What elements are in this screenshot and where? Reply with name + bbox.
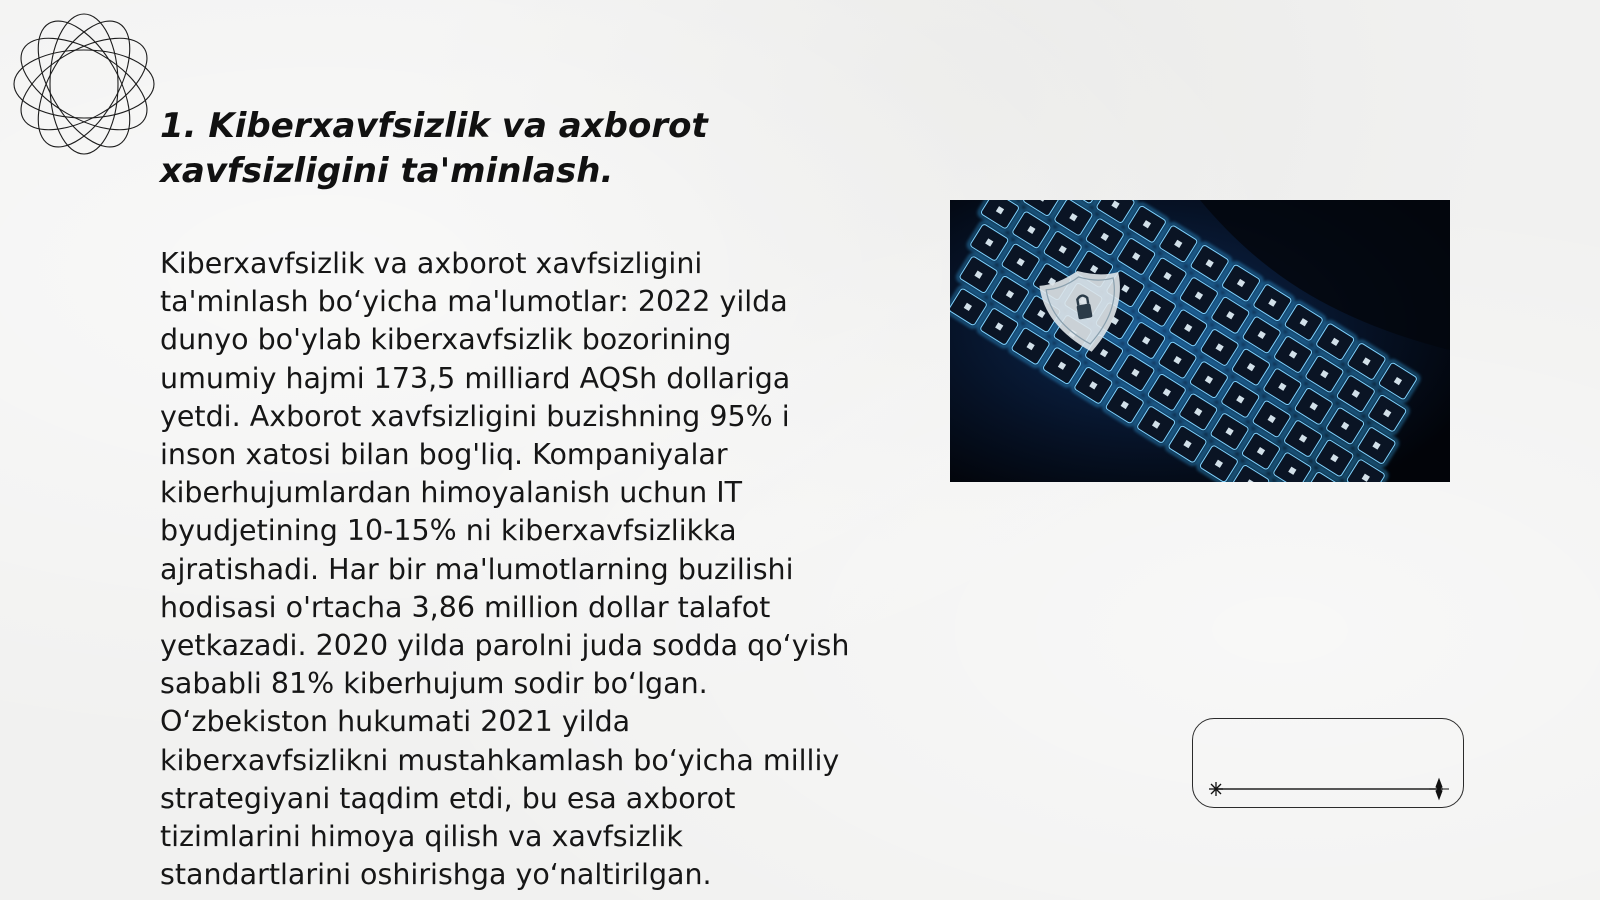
decorative-card: [1192, 718, 1464, 808]
orbit-rings-icon: [10, 10, 158, 158]
keyboard-shield-photo: [950, 200, 1450, 482]
line-star-icon: [1193, 719, 1465, 809]
title-line-2: xavfsizligini ta'minlash.: [160, 151, 614, 191]
title-line-1: 1. Kiberxavfsizlik va axborot: [160, 106, 708, 146]
slide-title: [160, 104, 880, 194]
body-paragraph: Kiberxavfsizlik va axborot xavfsizligini ta'minlash bo‘yicha ma'lumotlar: 2022 yilda dunyo bo'ylab kiberxavfsizlik bozorining umumiy hajmi 173,5 milliard AQSh dollariga yetdi. Axborot xavfsizligini buzishning 95% i inson xatosi bilan bog'liq. Kompaniyalar kiberhujumlardan himoyalanish uchun IT byudjetining 10-15% ni kiberxavfsizlikka ajratishadi. Har bir ma'lumotlarning buzilishi hodisasi o'rtacha 3,86 million dollar talafot yetkazadi. 2020 yilda parolni juda sodda qo‘yish sababli 81% kiberhujum sodir bo‘lgan. O‘zbekiston hukumati 2021 yilda kiberxavfsizlikni mustahkamlash bo‘yicha milliy strategiyani taqdim etdi, bu esa axborot tizimlarini himoya qilish va xavfsizlik standartlarini oshirishga yo‘naltirilgan.: [160, 247, 850, 892]
